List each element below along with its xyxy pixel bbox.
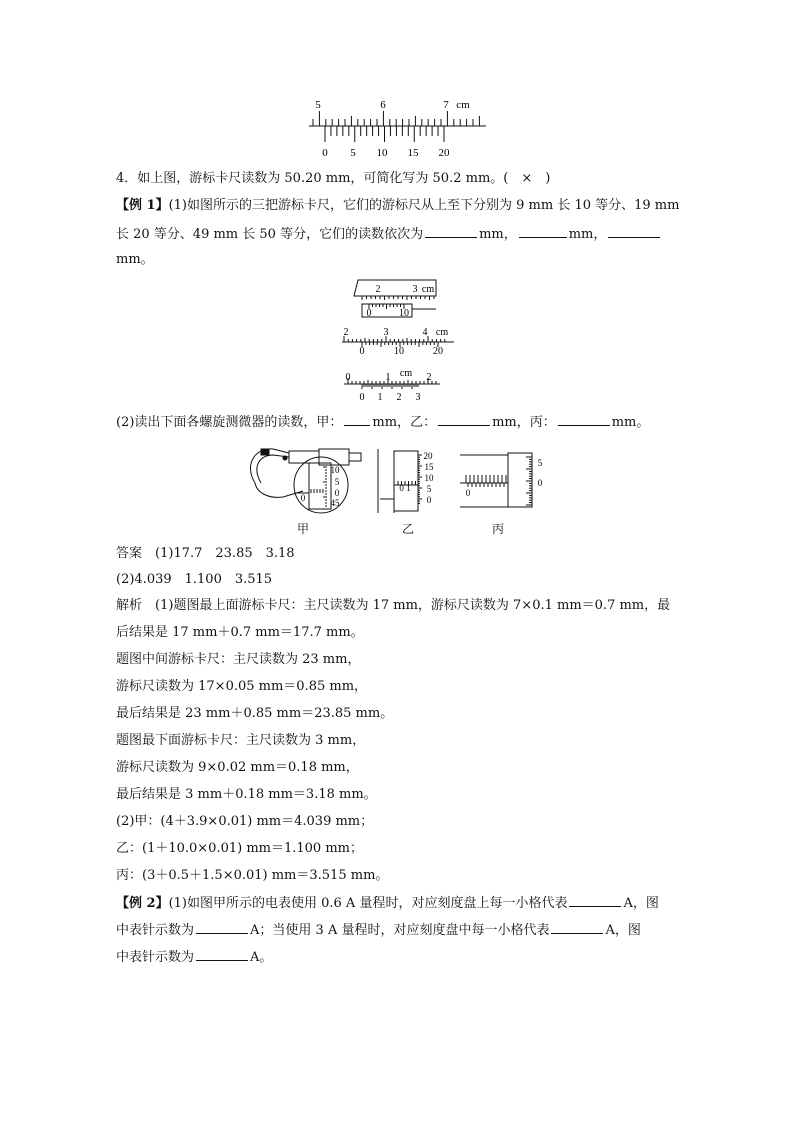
answer-blank-ex2-4[interactable] xyxy=(196,948,248,961)
answer-blank-yi[interactable] xyxy=(438,413,490,426)
micrometer-yi-figure xyxy=(376,447,446,515)
three-calipers-figure xyxy=(340,278,456,406)
jia-thimble-0: 0 xyxy=(334,488,340,498)
analysis-text-0: (1)题图最上面游标卡尺：主尺读数为 17 mm，游标尺读数为 7×0.1 mm＝0.7 mm，最 xyxy=(155,598,671,613)
example1-part2 xyxy=(116,413,682,432)
answer-blank-ex2-3[interactable] xyxy=(551,921,603,934)
vernier-scale-figure xyxy=(305,94,490,160)
analysis-line-7: 最后结果是 3 mm＋0.18 mm＝3.18 mm。 xyxy=(116,787,377,802)
part2-text-b: mm，乙： xyxy=(372,415,437,430)
vernier-label-20: 20 xyxy=(438,147,450,159)
c2-vernier-0: 0 xyxy=(359,346,365,357)
jia-thimble-10: 10 xyxy=(330,465,340,475)
analysis-line-1: 后结果是 17 mm＋0.7 mm＝17.7 mm。 xyxy=(116,625,364,640)
analysis-line-4: 最后结果是 23 mm＋0.85 mm＝23.85 mm。 xyxy=(116,706,394,721)
answer-blank-3[interactable] xyxy=(608,225,660,238)
answer-blank-1[interactable] xyxy=(425,225,477,238)
example2-line1 xyxy=(116,894,682,913)
jia-thimble-5: 5 xyxy=(334,477,340,487)
c1-main-3: 3 xyxy=(412,284,418,295)
vernier-label-0: 0 xyxy=(322,147,328,159)
example2-text2a: 中表针示数为 xyxy=(116,923,195,938)
jia-thimble-45: 45 xyxy=(330,498,340,508)
analysis-line-3: 游标尺读数为 17×0.05 mm＝0.85 mm， xyxy=(116,679,368,694)
analysis-line-8: (2)甲：(4＋3.9×0.01) mm＝4.039 mm； xyxy=(116,814,374,829)
jia-sleeve-0: 0 xyxy=(300,493,306,503)
main-label-6: 6 xyxy=(380,99,386,111)
c3-main-2: 2 xyxy=(426,372,432,383)
c1-vernier-0: 0 xyxy=(366,308,372,319)
c2-vernier-20: 20 xyxy=(433,346,443,357)
analysis-label: 解析 xyxy=(116,598,143,613)
example2-text1a: (1)如图甲所示的电表使用 0.6 A 量程时，对应刻度盘上每一小格代表 xyxy=(168,896,568,911)
example2-tag: 【例 2】 xyxy=(116,896,169,911)
c2-vernier-10: 10 xyxy=(394,346,404,357)
c3-vernier-0: 0 xyxy=(359,392,365,403)
example2-text1b: A，图 xyxy=(623,896,659,911)
bing-thimble-0: 0 xyxy=(537,478,543,488)
example2-line3 xyxy=(116,948,682,967)
example1-line3: mm。 xyxy=(116,252,154,267)
c2-main-3: 3 xyxy=(383,327,389,338)
bing-thimble-5: 5 xyxy=(537,458,543,468)
answer-line2: (2)4.039 1.100 3.515 xyxy=(116,572,273,587)
example2-line2 xyxy=(116,921,682,940)
item-4: 4．如上图，游标卡尺读数为 50.20 mm，可简化写为 50.2 mm。( × ) xyxy=(116,171,551,186)
answer-blank-jia[interactable] xyxy=(344,413,370,426)
caption-jia: 甲 xyxy=(297,522,310,536)
yi-thimble-5: 5 xyxy=(426,484,432,494)
micrometer-jia-figure xyxy=(243,443,371,515)
answer-blank-2[interactable] xyxy=(519,225,567,238)
part2-text-a: (2)读出下面各螺旋测微器的读数，甲： xyxy=(116,415,343,430)
yi-thimble-15: 15 xyxy=(424,462,434,472)
answer-blank-bing[interactable] xyxy=(558,413,610,426)
c3-vernier-2: 2 xyxy=(396,392,402,403)
answer-line1 xyxy=(116,545,682,563)
c1-vernier-10: 10 xyxy=(399,308,409,319)
example1-line2 xyxy=(116,225,682,244)
answer-text1: (1)17.7 23.85 3.18 xyxy=(155,546,295,561)
example1-text2b: mm， xyxy=(479,227,517,242)
main-unit: cm xyxy=(456,99,470,111)
c1-main-2: 2 xyxy=(375,284,381,295)
part2-text-d: mm。 xyxy=(611,415,650,430)
yi-thimble-0: 0 xyxy=(426,495,432,505)
c3-vernier-1: 1 xyxy=(377,392,383,403)
yi-thimble-20: 20 xyxy=(423,451,433,461)
example1-text1: (1)如图所示的三把游标卡尺，它们的游标尺从上至下分别为 9 mm 长 10 等分、19 mm xyxy=(168,198,680,213)
c3-unit: cm xyxy=(399,368,413,379)
answer-label: 答案 xyxy=(116,546,143,561)
analysis-line-9: 乙：(1＋10.0×0.01) mm＝1.100 mm； xyxy=(116,841,363,856)
vernier-label-10: 10 xyxy=(376,147,388,159)
analysis-line-5: 题图最下面游标卡尺：主尺读数为 3 mm， xyxy=(116,733,366,748)
c2-main-2: 2 xyxy=(343,327,349,338)
vernier-label-15: 15 xyxy=(407,147,419,159)
example1-tag: 【例 1】 xyxy=(116,198,169,213)
example2-text3b: A。 xyxy=(250,950,273,965)
example2-text2b: A；当使用 3 A 量程时，对应刻度盘中每一小格代表 xyxy=(250,923,550,938)
part2-text-c: mm，丙： xyxy=(492,415,556,430)
example1-line1 xyxy=(116,197,682,215)
yi-sleeve-0-1: 0 1 xyxy=(399,483,411,493)
example1-text2a: 长 20 等分、49 mm 长 50 等分，它们的读数依次为 xyxy=(116,227,424,242)
caption-yi: 乙 xyxy=(402,522,415,536)
caption-bing: 丙 xyxy=(492,522,505,536)
analysis-line-2: 题图中间游标卡尺：主尺读数为 23 mm， xyxy=(116,652,361,667)
analysis-line-6: 游标尺读数为 9×0.02 mm＝0.18 mm， xyxy=(116,760,359,775)
example2-text2c: A，图 xyxy=(605,923,641,938)
bing-sleeve-0: 0 xyxy=(465,488,471,498)
c3-main-1: 1 xyxy=(385,372,391,383)
c1-unit: cm xyxy=(421,284,435,295)
yi-thimble-10: 10 xyxy=(424,473,434,483)
main-label-5: 5 xyxy=(315,99,321,111)
analysis-line-10: 丙：(3＋0.5＋1.5×0.01) mm＝3.515 mm。 xyxy=(116,868,389,883)
c2-unit: cm xyxy=(435,327,449,338)
micrometer-bing-figure xyxy=(458,449,550,509)
example1-text2c: mm， xyxy=(568,227,607,242)
analysis-line-0 xyxy=(116,597,682,615)
vernier-label-5: 5 xyxy=(350,147,356,159)
main-label-7: 7 xyxy=(443,99,449,111)
example2-text3a: 中表针示数为 xyxy=(116,950,195,965)
answer-blank-ex2-1[interactable] xyxy=(569,894,621,907)
answer-blank-ex2-2[interactable] xyxy=(196,921,248,934)
c3-main-0: 0 xyxy=(345,372,351,383)
c2-main-4: 4 xyxy=(422,327,428,338)
c3-vernier-3: 3 xyxy=(415,392,421,403)
